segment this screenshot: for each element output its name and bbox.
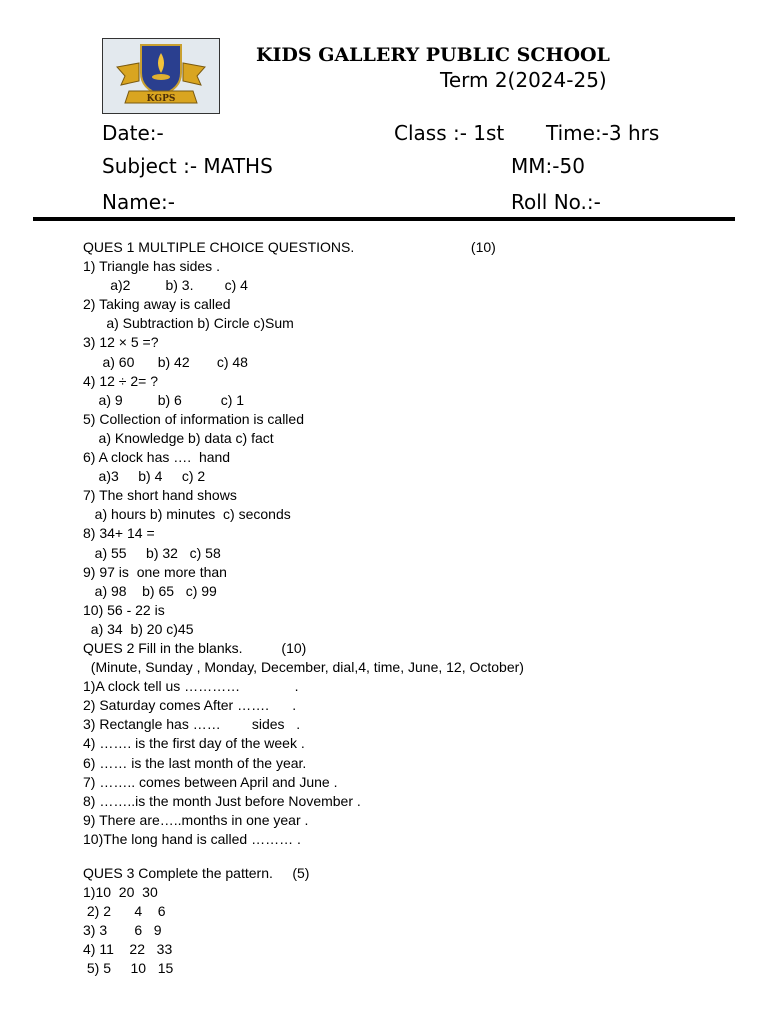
- school-logo: [102, 38, 220, 114]
- q1-line: 4) 12 ÷ 2= ?: [83, 372, 159, 389]
- q2-title: QUES 2 Fill in the blanks. (10): [83, 639, 307, 656]
- q1-line: 7) The short hand shows: [83, 487, 237, 504]
- q2-list: [83, 658, 723, 849]
- q1-line: 8) 34+ 14 =: [83, 525, 155, 542]
- q2-line: 10)The long hand is called ……… .: [83, 830, 301, 847]
- q1-line: 3) 12 × 5 =?: [83, 334, 159, 351]
- header-divider: [33, 217, 735, 221]
- question-paper-body: [83, 238, 723, 979]
- q2-line: 2) Saturday comes After ……. .: [83, 697, 297, 714]
- school-name: KIDS GALLERY PUBLIC SCHOOL: [256, 44, 610, 66]
- section-gap: [83, 849, 723, 864]
- q1-line: a) 9 b) 6 c) 1: [83, 391, 245, 408]
- school-crest-icon: [103, 39, 219, 113]
- q2-line: 1)A clock tell us ………… .: [83, 678, 299, 695]
- max-marks-label: MM:-50: [511, 154, 585, 178]
- q1-list: [83, 257, 723, 639]
- q1-line: 2) Taking away is called: [83, 296, 231, 313]
- q1-line: 9) 97 is one more than: [83, 563, 227, 580]
- roll-number-label: Roll No.:-: [511, 190, 601, 214]
- q1-line: a) hours b) minutes c) seconds: [83, 506, 291, 523]
- q1-line: a) Subtraction b) Circle c)Sum: [83, 315, 294, 332]
- date-label: Date:-: [102, 121, 164, 145]
- subject-label: Subject :- MATHS: [102, 154, 273, 178]
- name-label: Name:-: [102, 190, 175, 214]
- time-label: Time:-3 hrs: [546, 121, 660, 145]
- q2-line: 3) Rectangle has …… sides .: [83, 716, 301, 733]
- logo-text: KGPS: [146, 94, 176, 104]
- q3-line: 3) 3 6 9: [83, 922, 162, 939]
- class-label: Class :- 1st: [394, 121, 505, 145]
- q3-title: QUES 3 Complete the pattern. (5): [83, 865, 310, 881]
- q1-line: 10) 56 - 22 is: [83, 601, 165, 618]
- q3-line: 2) 2 4 6: [83, 903, 166, 920]
- q3-line: 1)10 20 30: [83, 884, 158, 901]
- q1-line: 6) A clock has …. hand: [83, 449, 231, 466]
- q1-line: a) 34 b) 20 c)45: [83, 620, 194, 637]
- q1-line: a) 98 b) 65 c) 99: [83, 582, 217, 599]
- q1-line: a) Knowledge b) data c) fact: [83, 429, 274, 446]
- q1-line: a)3 b) 4 c) 2: [83, 468, 206, 485]
- q2-line: 7) …….. comes between April and June .: [83, 773, 338, 790]
- q2-line: (Minute, Sunday , Monday, December, dial,4, time, June, 12, October): [83, 659, 524, 676]
- q1-line: a) 55 b) 32 c) 58: [83, 544, 221, 561]
- q1-line: a)2 b) 3. c) 4: [83, 277, 248, 294]
- q2-line: 4) ……. is the first day of the week .: [83, 735, 305, 752]
- q1-line: 1) Triangle has sides .: [83, 258, 220, 275]
- q2-line: 6) …… is the last month of the year.: [83, 754, 307, 771]
- q2-line: 9) There are…..months in one year .: [83, 811, 309, 828]
- q3-list: [83, 883, 723, 978]
- q3-line: 5) 5 10 15: [83, 960, 174, 977]
- q1-line: 5) Collection of information is called: [83, 410, 304, 427]
- q1-line: a) 60 b) 42 c) 48: [83, 353, 248, 370]
- q1-title: QUES 1 MULTIPLE CHOICE QUESTIONS. (10): [83, 239, 496, 255]
- q2-line: 8) ……..is the month Just before November .: [83, 792, 361, 809]
- term: Term 2(2024-25): [440, 68, 607, 92]
- q3-line: 4) 11 22 33: [83, 941, 173, 958]
